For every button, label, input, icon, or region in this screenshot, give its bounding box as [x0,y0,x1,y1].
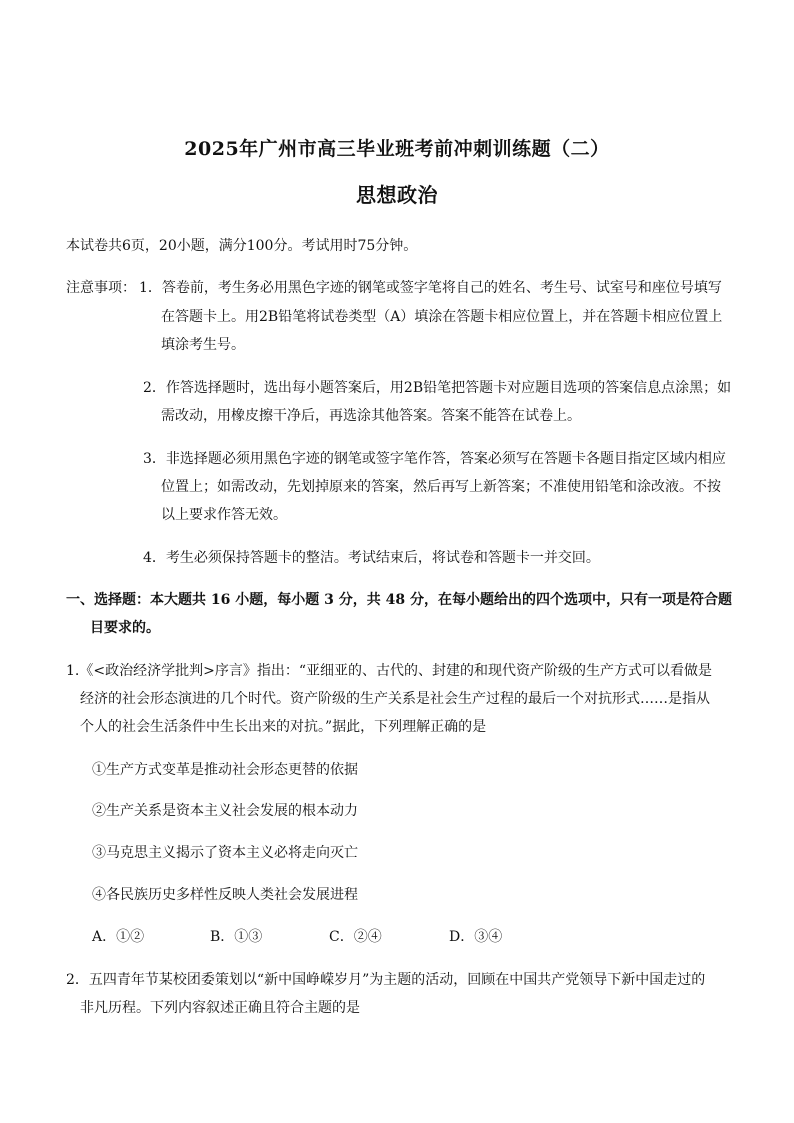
q2-stem-line-1: 2．五四青年节某校团委策划以“新中国峥嵘岁月”为主题的活动，回顾在中国共产党领导下新中国走过的 [66,972,706,988]
q1-statement-3: ③马克思主义揭示了资本主义必将走向灭亡 [92,845,358,861]
q1-statement-4: ④各民族历史多样性反映人类社会发展进程 [92,887,358,903]
exam-title: 2025年广州市高三毕业班考前冲刺训练题（二） [184,138,610,160]
q1-option-c: C．②④ [329,929,382,945]
note-3-line-2: 位置上；如需改动，先划掉原来的答案，然后再写上新答案；不准使用铅笔和涂改液。不按 [161,479,721,495]
note-4-line-1: 4．考生必须保持答题卡的整洁。考试结束后，将试卷和答题卡一并交回。 [143,550,600,566]
note-1-line-1: 1．答卷前，考生务必用黑色字迹的钢笔或签字笔将自己的姓名、考生号、试室号和座位号填写 [139,280,722,296]
note-1-line-2: 在答题卡上。用2B铅笔将试卷类型（A）填涂在答题卡相应位置上，并在答题卡相应位置上 [161,309,723,325]
note-3-line-3: 以上要求作答无效。 [161,507,287,523]
note-1-line-3: 填涂考生号。 [161,337,245,353]
intro-text: 本试卷共6页，20小题，满分100分。考试用时75分钟。 [66,238,418,254]
q1-stem-line-3: 个人的社会生活条件中生长出来的对抗。”据此，下列理解正确的是 [80,719,487,735]
q1-option-b: B．①③ [210,929,263,945]
q1-statement-1: ①生产方式变革是推动社会形态更替的依据 [92,762,358,778]
notes-label: 注意事项： [66,280,136,296]
note-2-line-2: 需改动，用橡皮擦干净后，再选涂其他答案。答案不能答在试卷上。 [161,408,581,424]
q1-statement-2: ②生产关系是资本主义社会发展的根本动力 [92,803,358,819]
q1-option-d: D．③④ [449,929,503,945]
section-1-heading-line-1: 一、选择题：本大题共 16 小题，每小题 3 分，共 48 分，在每小题给出的四个选项中，只有一项是符合题 [66,592,732,608]
note-2-line-1: 2．作答选择题时，选出每小题答案后，用2B铅笔把答题卡对应题目选项的答案信息点涂黑；如 [143,380,732,396]
q1-option-a: A．①② [92,929,145,945]
subject-title: 思想政治 [356,183,438,207]
q1-stem-line-2: 经济的社会形态演进的几个时代。资产阶级的生产关系是社会生产过程的最后一个对抗形式……是指从 [80,691,710,707]
note-3-line-1: 3．非选择题必须用黑色字迹的钢笔或签字笔作答，答案必须写在答题卡各题目指定区域内相应 [143,451,726,467]
q1-stem-line-1: 1.《<政治经济学批判>序言》指出：“亚细亚的、古代的、封建的和现代资产阶级的生产方式可以看做是 [66,663,712,679]
section-1-heading-line-2: 目要求的。 [90,620,160,636]
q2-stem-line-2: 非凡历程。下列内容叙述正确且符合主题的是 [80,1000,360,1016]
